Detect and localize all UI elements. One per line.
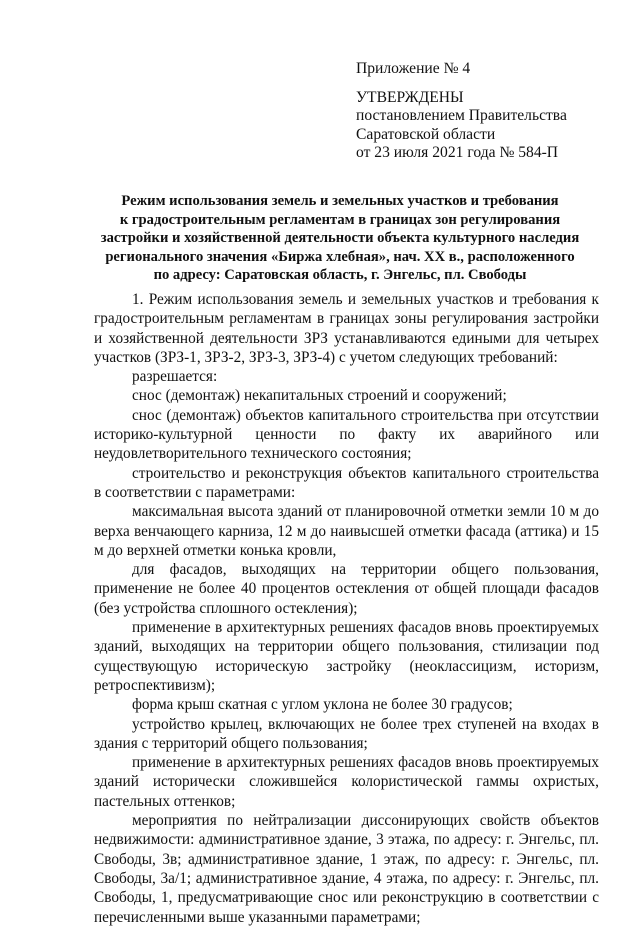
paragraph: применение в архитектурных решениях фасадов вновь проектируемых зданий, выходящих на территории общего пользования, стилизации под существующую историческую застройку (неоклассицизм, историзм, ретроспективизм); bbox=[94, 619, 599, 694]
paragraph: для фасадов, выходящих на территории общего пользования, применение не более 40 процентов остекления от общей площади фасадов (без устройства сплошного остекления); bbox=[94, 561, 599, 617]
title-line: к градостроительным регламентам в границах зон регулирования bbox=[119, 211, 561, 228]
approval-block bbox=[356, 60, 616, 163]
approval-line: Саратовской области bbox=[356, 125, 496, 143]
title-line: регионального значения «Биржа хлебная», нач. XX в., расположенного bbox=[105, 248, 575, 265]
paragraph: снос (демонтаж) некапитальных строений и сооружений; bbox=[132, 387, 507, 405]
paragraph: максимальная высота зданий от планировочной отметки земли 10 м до верха венчающего карниза, 12 м до наивысшей отметки фасада (аттика) и 15 м до верхней отметки конька кровли, bbox=[94, 503, 599, 559]
title-line: застройки и хозяйственной деятельности объекта культурного наследия bbox=[100, 230, 580, 247]
paragraph: применение в архитектурных решениях фасадов вновь проектируемых зданий исторически сложившейся колористической гаммы охристых, пастельных оттенков; bbox=[94, 754, 599, 810]
paragraph: 1. Режим использования земель и земельных участков и требования к градостроительным регламентам в границах зоны регулирования застройки и хозяйственной деятельности ЗРЗ устанавливаются едиными для четырех участков (ЗРЗ-1, ЗРЗ-2, ЗРЗ-3, ЗРЗ-4) с учетом следующих требований: bbox=[94, 291, 599, 366]
paragraph: строительство и реконструкция объектов капитального строительства в соответствии с параметрами: bbox=[94, 464, 599, 501]
paragraph: мероприятия по нейтрализации диссонирующих свойств объектов недвижимости: административное здание, 3 этажа, по адресу: г. Энгельс, пл. Свободы, 3в; административное здание, 1 этаж, по адресу: г. Энгельс, пл. Свободы, 3а/1; административное здание, 4 этажа, по адресу: г. Энгельс, пл. Свободы, 1, предусматривающие снос или реконструкцию в соответствии с перечисленными выше указанными параметрами; bbox=[94, 812, 599, 926]
spacer bbox=[356, 79, 616, 89]
paragraph: снос (демонтаж) объектов капитального строительства при отсутствии историко-культурной ценности по факту их аварийного или неудовлетворительного технического состояния; bbox=[94, 406, 599, 463]
approved-heading: УТВЕРЖДЕНЫ bbox=[356, 88, 464, 106]
approval-line: постановлением Правительства bbox=[356, 107, 567, 125]
paragraph: форма крыш скатная с углом уклона не более 30 градусов; bbox=[132, 696, 513, 714]
title-line: Режим использования земель и земельных участков и требования bbox=[121, 193, 559, 209]
paragraph: разрешается: bbox=[132, 368, 218, 386]
approval-date: от 23 июля 2021 года № 584-П bbox=[356, 144, 559, 162]
paragraph: устройство крылец, включающих не более трех ступеней на входах в здания с территорий общего пользования; bbox=[94, 715, 599, 752]
title-line: по адресу: Саратовская область, г. Энгельс, пл. Свободы bbox=[153, 267, 527, 284]
appendix-number: Приложение № 4 bbox=[356, 60, 471, 77]
document-body bbox=[94, 290, 599, 927]
document-title bbox=[80, 192, 600, 285]
